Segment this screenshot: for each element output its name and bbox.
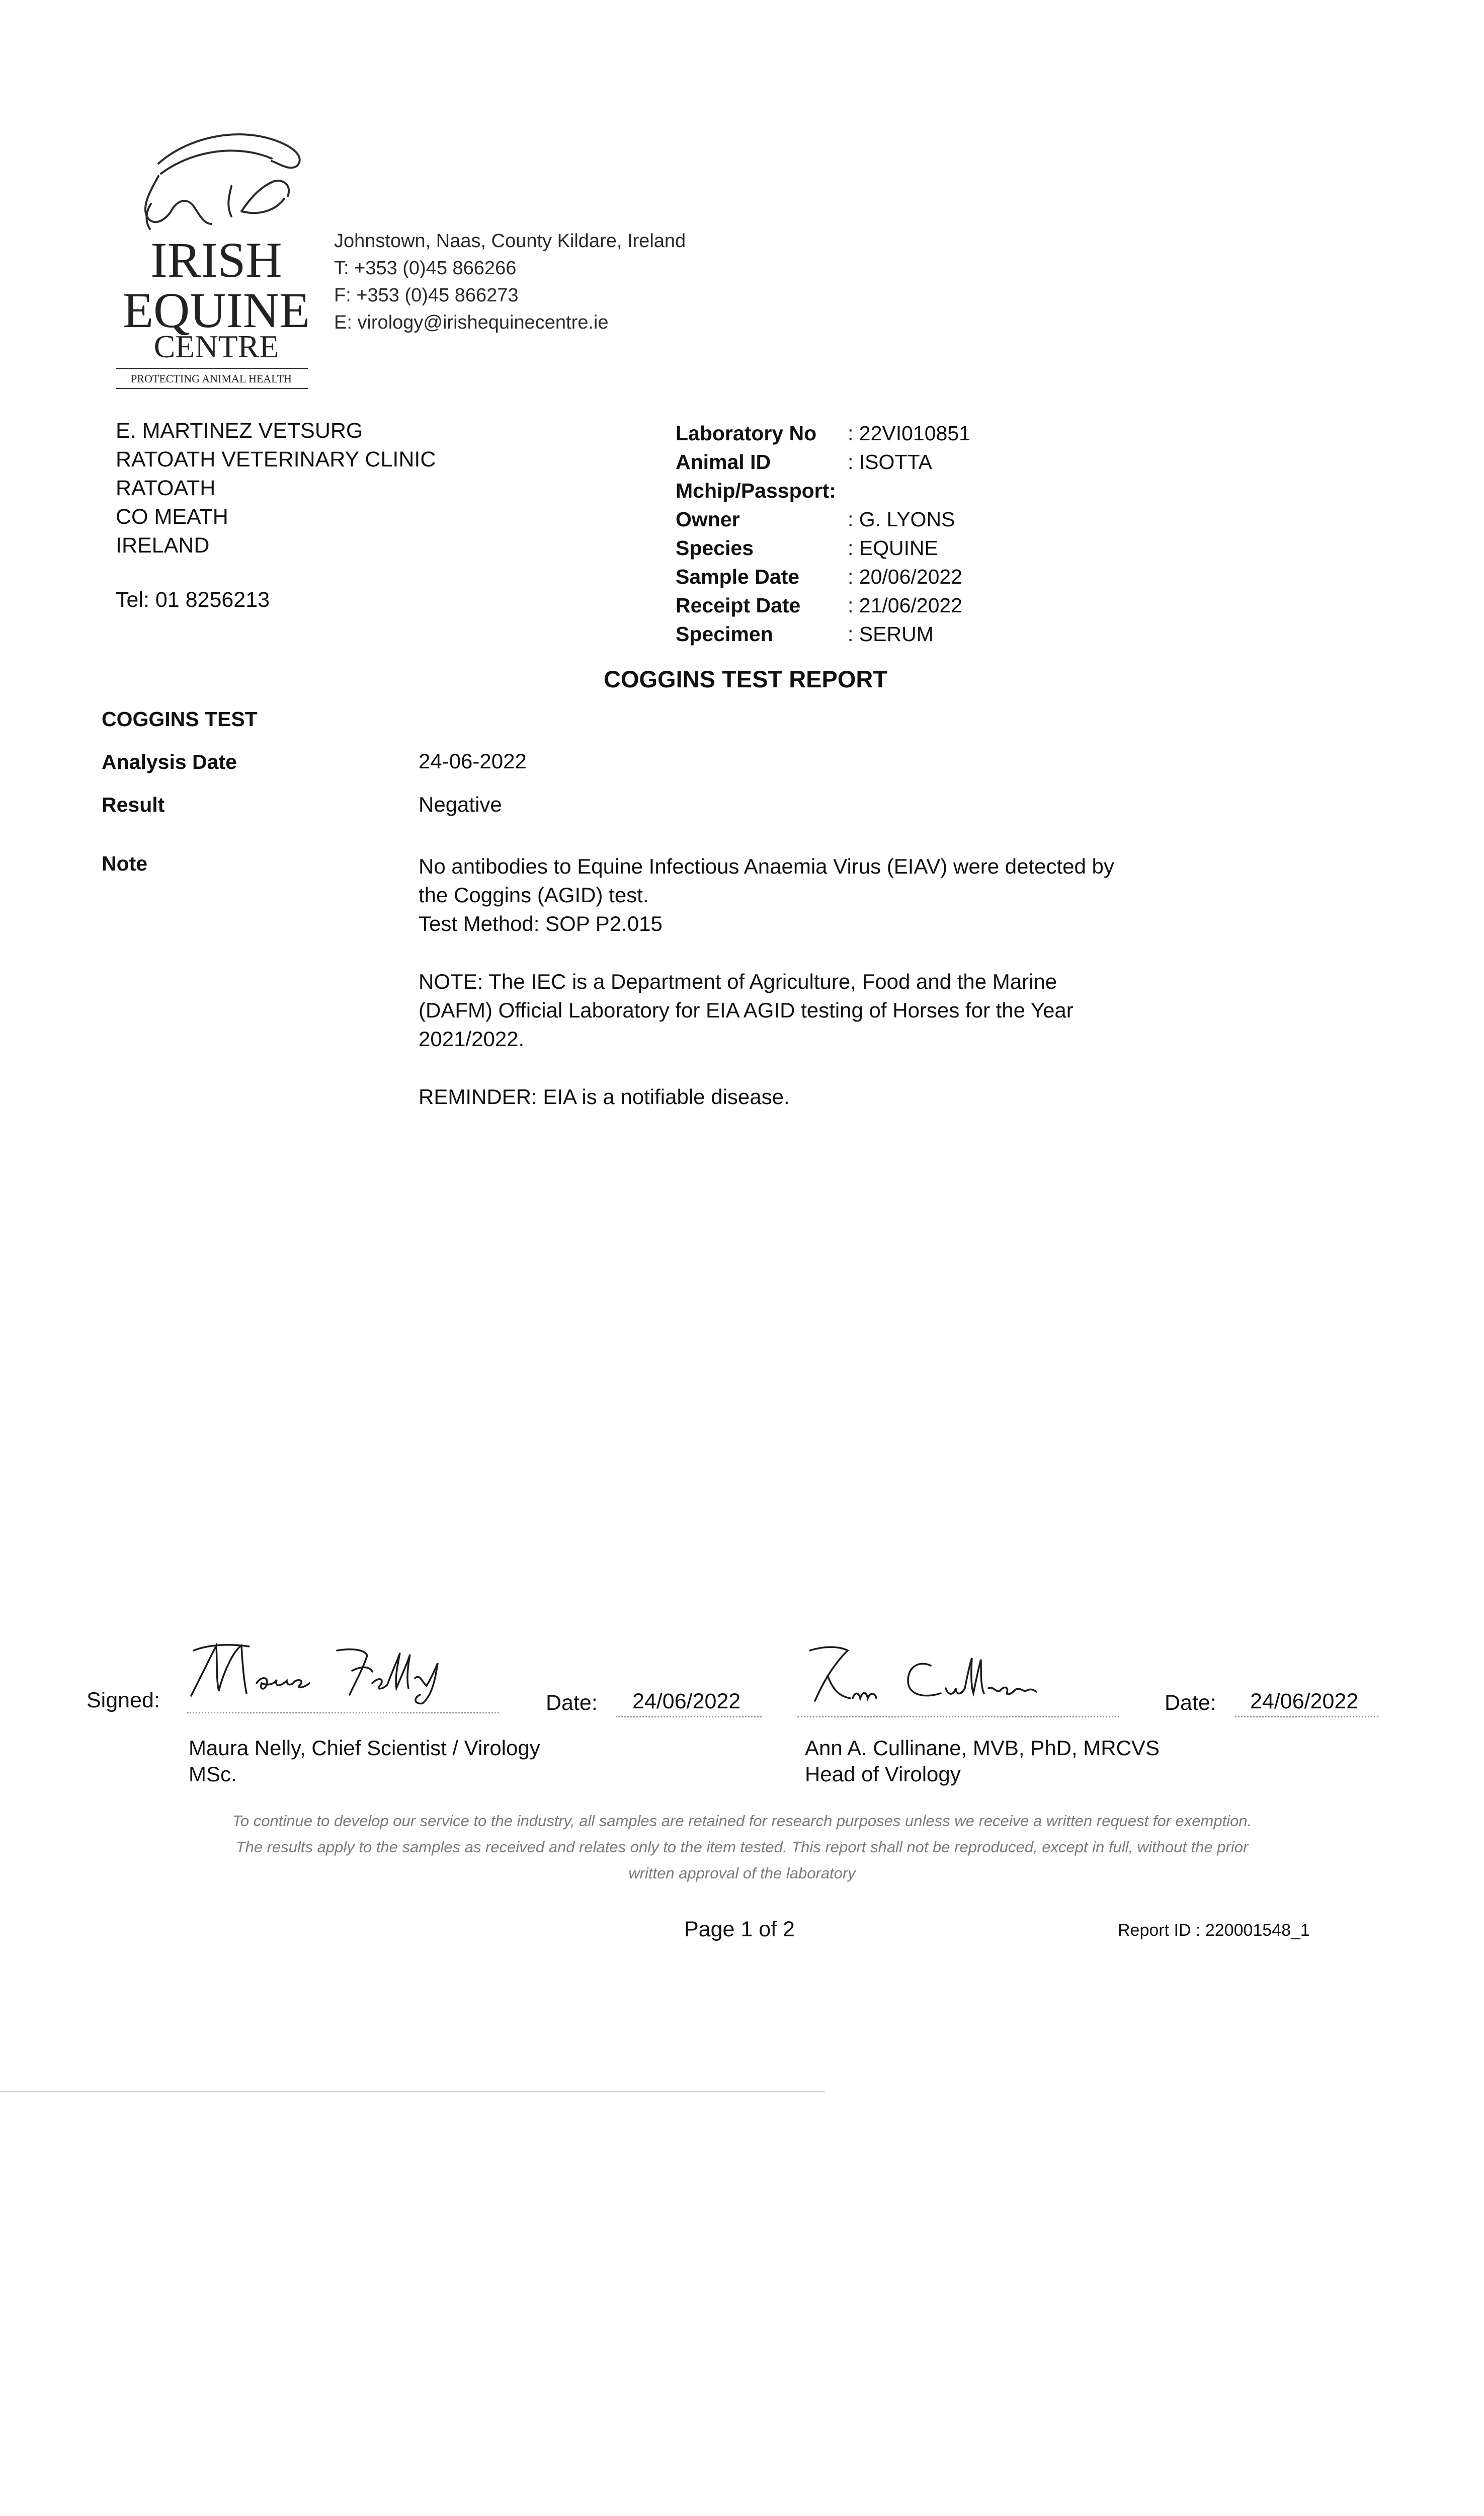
recipient-line: RATOATH [116,476,216,500]
left-signer [189,1735,540,1787]
disclaimer [166,1808,1318,1886]
note-line: (DAFM) Official Laboratory for EIA AGID testing of Horses for the Year [419,998,1074,1022]
signature-line-right [797,1716,1119,1717]
report-title: COGGINS TEST REPORT [604,666,888,692]
note-text [419,852,1148,1140]
horse-head-icon [145,134,300,229]
right-date-label: Date: [1165,1691,1216,1715]
disclaimer-line: The results apply to the samples as received and relates only to the item tested. This report shall not be reproduced, except in full, without the prior [235,1838,1249,1856]
contact-email: E: virology@irishequinecentre.ie [334,312,609,333]
note-paragraph [419,967,1148,1053]
recipient-address [116,417,436,560]
result-label: Result [102,793,165,816]
meta-value-species: : EQUINE [848,536,938,560]
date-line-left [616,1716,762,1717]
right-signer-name: Ann A. Cullinane, MVB, PhD, MRCVS [805,1736,1160,1760]
left-signer-qualification: MSc. [189,1762,237,1786]
meta-label-mchip: Mchip/Passport: [676,479,836,502]
contact-address: Johnstown, Naas, County Kildare, Ireland [334,230,686,252]
analysis-date-label: Analysis Date [102,750,237,773]
left-date-label: Date: [546,1691,598,1715]
signature-line-left [187,1712,499,1713]
recipient-line: IRELAND [116,533,210,558]
note-line: the Coggins (AGID) test. [419,883,649,907]
disclaimer-line: To continue to develop our service to the industry, all samples are retained for research purposes unless we receive a written request for exemption. [232,1812,1252,1830]
page-edge-divider [0,2091,825,2092]
note-line: 2021/2022. [419,1027,525,1051]
note-paragraph [419,852,1148,938]
contact-block [334,227,686,336]
signature-maura-nelly [186,1635,478,1706]
meta-value-lab-no: : 22VI010851 [848,422,970,445]
meta-label-animal-id: Animal ID [676,450,771,474]
signed-label: Signed: [87,1688,160,1712]
meta-value-animal-id: : ISOTTA [848,450,932,474]
recipient-line: E. MARTINEZ VETSURG [116,419,363,443]
signature-ann-cullinane [805,1640,1087,1711]
meta-label-receipt-date: Receipt Date [676,594,801,617]
meta-label-owner: Owner [676,508,740,531]
report-id: Report ID : 220001548_1 [1118,1921,1310,1940]
meta-label-specimen: Specimen [676,622,773,646]
meta-value-mchip [848,477,970,505]
meta-value-owner: : G. LYONS [848,508,955,531]
note-paragraph [419,1082,1148,1111]
logo-line-equine: EQUINE [122,282,310,338]
meta-value-receipt-date: : 21/06/2022 [848,594,962,617]
result-value: Negative [419,793,502,816]
date-line-right [1235,1716,1378,1717]
page-number: Page 1 of 2 [684,1917,795,1941]
left-date-value: 24/06/2022 [632,1689,741,1713]
meta-value-sample-date: : 20/06/2022 [848,565,962,588]
meta-values [848,419,970,649]
meta-label-sample-date: Sample Date [676,565,800,588]
logo-line-irish: IRISH [150,232,282,288]
contact-phone: T: +353 (0)45 866266 [334,258,517,279]
section-title: COGGINS TEST [102,707,258,731]
left-signer-name: Maura Nelly, Chief Scientist / Virology [189,1736,540,1760]
right-signer [805,1735,1160,1787]
logo-tagline: PROTECTING ANIMAL HEALTH [131,372,292,385]
recipient-line: RATOATH VETERINARY CLINIC [116,447,436,471]
note-line: No antibodies to Equine Infectious Anaemia Virus (EIAV) were detected by [419,854,1114,878]
contact-fax: F: +353 (0)45 866273 [334,285,519,306]
right-signer-title: Head of Virology [805,1762,961,1786]
note-line: Test Method: SOP P2.015 [419,912,663,935]
right-date-value: 24/06/2022 [1250,1689,1359,1713]
logo-line-centre: CENTRE [153,329,279,364]
meta-value-specimen: : SERUM [848,622,934,646]
meta-labels [676,419,836,649]
note-label: Note [102,852,148,875]
recipient-tel: Tel: 01 8256213 [116,588,270,612]
irish-equine-centre-logo [111,111,322,392]
recipient-line: CO MEATH [116,505,228,529]
note-line: NOTE: The IEC is a Department of Agriculture, Food and the Marine [419,970,1057,993]
disclaimer-line: written approval of the laboratory [628,1864,856,1882]
note-line: REMINDER: EIA is a notifiable disease. [419,1085,790,1109]
meta-label-species: Species [676,536,754,560]
analysis-date-value: 24-06-2022 [419,749,527,773]
meta-label-lab-no: Laboratory No [676,422,817,445]
